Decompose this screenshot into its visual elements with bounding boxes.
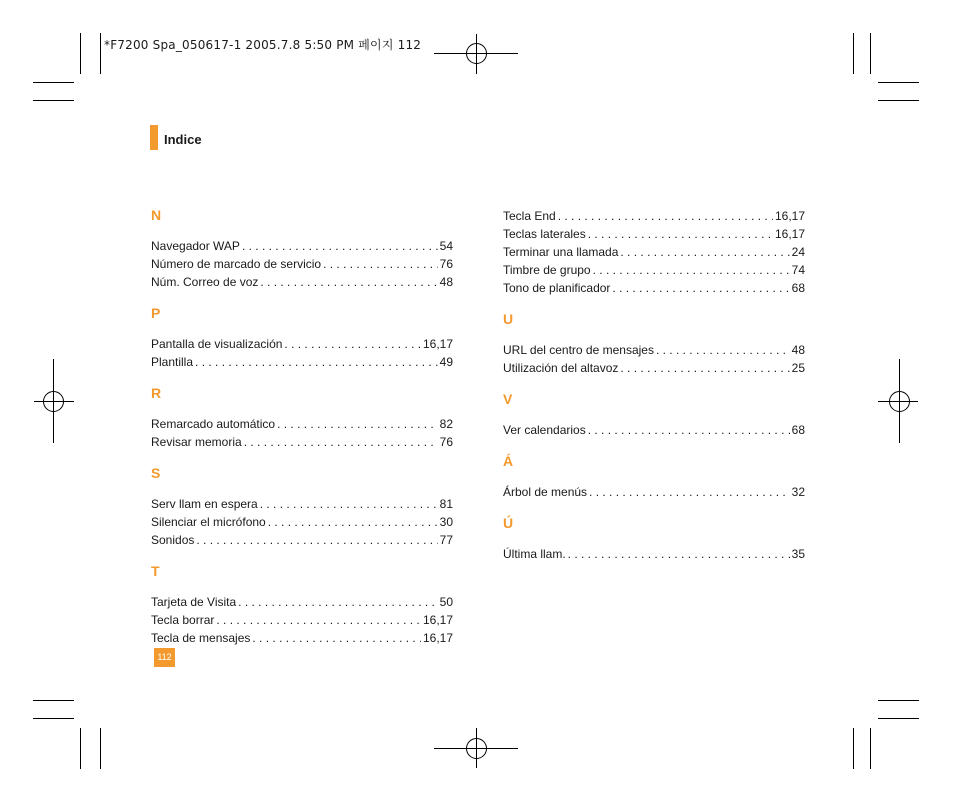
- index-entry: [151, 513, 453, 531]
- index-letter: U: [503, 311, 514, 327]
- entry-label: Pantalla de visualización: [151, 337, 283, 351]
- entry-label: Número de marcado de servicio: [151, 257, 322, 271]
- entry-page: 16,17: [422, 337, 453, 351]
- index-letter: N: [151, 207, 162, 223]
- entry-page: 77: [439, 533, 453, 547]
- entry-label: Navegador WAP: [151, 239, 240, 253]
- index-column-right: [503, 207, 805, 577]
- entry-label: Remarcado automático: [151, 417, 276, 431]
- index-entry: [503, 545, 805, 563]
- entry-page: 81: [439, 497, 453, 511]
- index-entry: [151, 237, 453, 255]
- entry-label: Timbre de grupo: [503, 263, 591, 277]
- index-letter: P: [151, 305, 161, 321]
- entry-label: Tecla End: [503, 209, 556, 223]
- entry-page: 76: [439, 435, 453, 449]
- index-entry: [151, 593, 453, 611]
- index-entry: [503, 421, 805, 439]
- index-entry: [151, 415, 453, 433]
- entry-label: Tecla de mensajes: [151, 631, 251, 645]
- index-group-s: [151, 465, 453, 549]
- index-letter: Á: [503, 453, 514, 469]
- entry-label: Teclas laterales: [503, 227, 586, 241]
- entry-label: Tecla borrar: [151, 613, 215, 627]
- index-group-u: [503, 311, 805, 377]
- index-entry: [151, 273, 453, 291]
- entry-page: 49: [439, 355, 453, 369]
- index-entry: [503, 341, 805, 359]
- entry-page: 68: [791, 281, 805, 295]
- index-group-p: [151, 305, 453, 371]
- entry-label: Última llam.: [503, 547, 566, 561]
- page-number-badge: 112: [154, 648, 175, 667]
- entry-page: 30: [439, 515, 453, 529]
- index-group-a-accent: [503, 453, 805, 501]
- section-title: Indice: [164, 132, 202, 147]
- entry-label: URL del centro de mensajes: [503, 343, 654, 357]
- index-letter: T: [151, 563, 160, 579]
- entry-page: 48: [439, 275, 453, 289]
- index-entry: [503, 359, 805, 377]
- entry-label: Terminar una llamada: [503, 245, 619, 259]
- index-entry: [151, 611, 453, 629]
- entry-page: 16,17: [774, 227, 805, 241]
- entry-label: Silenciar el micrófono: [151, 515, 266, 529]
- index-column-left: [151, 207, 453, 661]
- entry-label: Plantilla: [151, 355, 194, 369]
- index-entry: [151, 335, 453, 353]
- entry-page: 68: [791, 423, 805, 437]
- entry-page: 48: [791, 343, 805, 357]
- entry-page: 76: [439, 257, 453, 271]
- entry-label: Sonidos: [151, 533, 195, 547]
- index-entry: [151, 433, 453, 451]
- index-entry: [503, 243, 805, 261]
- section-tab: [150, 125, 158, 150]
- entry-label: Revisar memoria: [151, 435, 242, 449]
- entry-page: 25: [791, 361, 805, 375]
- entry-label: Árbol de menús: [503, 485, 588, 499]
- entry-page: 74: [791, 263, 805, 277]
- entry-label: Núm. Correo de voz: [151, 275, 259, 289]
- index-entry: [503, 279, 805, 297]
- entry-page: 50: [439, 595, 453, 609]
- index-group-t: [151, 563, 453, 647]
- index-letter: Ú: [503, 515, 514, 531]
- index-group-r: [151, 385, 453, 451]
- index-letter: S: [151, 465, 161, 481]
- entry-page: 35: [791, 547, 805, 561]
- index-entry: [503, 483, 805, 501]
- index-entry: [503, 207, 805, 225]
- print-slug: *F7200 Spa_050617-1 2005.7.8 5:50 PM 페이지 112: [104, 38, 422, 52]
- entry-page: 82: [439, 417, 453, 431]
- index-entry: [151, 255, 453, 273]
- entry-label: Tono de planificador: [503, 281, 611, 295]
- index-entry: [151, 495, 453, 513]
- index-letter: R: [151, 385, 162, 401]
- entry-page: 16,17: [422, 613, 453, 627]
- entry-page: 16,17: [422, 631, 453, 645]
- entry-label: Ver calendarios: [503, 423, 586, 437]
- index-entry: [503, 225, 805, 243]
- entry-label: Serv llam en espera: [151, 497, 258, 511]
- entry-label: Utilización del altavoz: [503, 361, 619, 375]
- entry-page: 16,17: [774, 209, 805, 223]
- index-group-u-accent: [503, 515, 805, 563]
- index-group-v: [503, 391, 805, 439]
- entry-page: 24: [791, 245, 805, 259]
- index-letter: V: [503, 391, 513, 407]
- entry-label: Tarjeta de Visita: [151, 595, 237, 609]
- index-entry: [151, 353, 453, 371]
- entry-page: 32: [791, 485, 805, 499]
- index-entry: [151, 629, 453, 647]
- index-group-n: [151, 207, 453, 291]
- index-entry: [503, 261, 805, 279]
- index-group-t-continued: [503, 207, 805, 297]
- entry-page: 54: [439, 239, 453, 253]
- index-entry: [151, 531, 453, 549]
